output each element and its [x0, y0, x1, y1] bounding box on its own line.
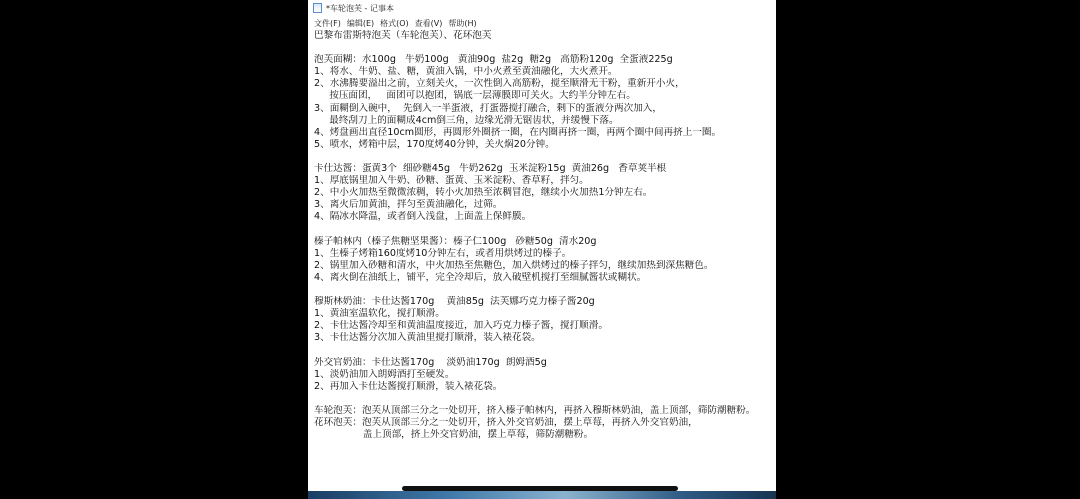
text-line: 1、生榛子烤箱160度烤10分钟左右，或者用烘烤过的榛子。	[314, 247, 572, 259]
text-line: 榛子帕林内（榛子焦糖坚果酱）：榛子仁100g 砂糖50g 清水20g	[314, 235, 597, 247]
menu-format[interactable]: 格式(O)	[380, 18, 409, 28]
text-line	[314, 284, 776, 296]
text-line: 5、喷水，烤箱中层，170度烤40分钟，关火焖20分钟。	[314, 138, 555, 150]
menu-bar	[308, 16, 776, 30]
text-editor-area[interactable]	[308, 30, 776, 491]
text-line: 2、水沸腾要溢出之前，立刻关火，一次性倒入高筋粉，搅至顺滑无干粉，重新开小火，	[314, 78, 685, 90]
text-line: 卡仕达酱：蛋黄3个 细砂糖45g 牛奶262g 玉米淀粉15g 黄油26g 香草荚半根	[314, 163, 667, 175]
text-line	[314, 42, 776, 54]
text-line: 3、离火后加黄油，拌匀至黄油融化，过筛。	[314, 199, 503, 211]
title-bar[interactable]	[308, 0, 776, 16]
text-line: 4、隔冰水降温，或者倒入浅盘，上面盖上保鲜膜。	[314, 211, 532, 223]
text-line: 最终刮刀上的面糊成4cm倒三角，边缘光滑无锯齿状，并缓慢下落。	[314, 114, 619, 126]
text-line: 外交官奶油：卡仕达酱170g 淡奶油170g 朗姆酒5g	[314, 356, 547, 368]
text-line: 盖上顶部，挤上外交官奶油，摆上草莓，筛防潮糖粉。	[314, 429, 594, 441]
menu-view[interactable]: 查看(V)	[414, 18, 443, 28]
text-line: 4、离火倒在油纸上，铺平，完全冷却后，放入破壁机搅打至细腻酱状或糊状。	[314, 271, 647, 283]
text-line: 巴黎布雷斯特泡芙（车轮泡芙）、花环泡芙	[314, 30, 492, 41]
text-line: 花环泡芙：泡芙从顶部三分之一处切开，挤入外交官奶油，摆上草莓，再挤入外交官奶油，	[314, 417, 698, 428]
text-line	[314, 393, 776, 405]
text-line: 3、卡仕达酱分次加入黄油里搅打顺滑，装入裱花袋。	[314, 332, 541, 344]
text-line: 1、淡奶油加入朗姆酒打至硬发。	[314, 368, 455, 380]
home-indicator-bar	[402, 486, 678, 491]
text-line	[314, 151, 776, 163]
menu-help[interactable]: 帮助(H)	[448, 18, 477, 28]
text-line: 1、黄油室温软化，搅打顺滑。	[314, 308, 445, 320]
notepad-window	[308, 0, 776, 499]
text-line: 2、锅里加入砂糖和清水，中火加热至焦糖色，加入烘烤过的榛子拌匀，继续加热到深焦糖色。	[314, 259, 714, 271]
text-line: 穆斯林奶油：卡仕达酱170g 黄油85g 法芙娜巧克力榛子酱20g	[314, 296, 595, 308]
window-title: *车轮泡芙 - 记事本	[326, 3, 394, 13]
menu-file[interactable]: 文件(F)	[314, 18, 341, 28]
text-line: 1、将水、牛奶、盐、糖，黄油入锅，中小火煮至黄油融化，大火煮开。	[314, 66, 618, 78]
text-line: 1、厚底锅里加入牛奶、砂糖、蛋黄、玉米淀粉、香草籽，拌匀。	[314, 175, 589, 187]
text-line: 按压面团， 面团可以抱团，锅底一层薄膜即可关火。大约半分钟左右。	[314, 90, 636, 102]
desktop-background-strip	[308, 491, 776, 499]
notepad-app-icon	[313, 3, 322, 13]
text-line: 泡芙面糊：水100g 牛奶100g 黄油90g 盐2g 糖2g 高筋粉120g 全蛋液225g	[314, 54, 673, 66]
text-line: 3、面糊倒入碗中， 先倒入一半蛋液，打蛋器搅打融合，剩下的蛋液分两次加入，	[314, 102, 662, 114]
text-line	[314, 224, 776, 236]
text-line: 4、烤盘画出直径10cm圆形，再圆形外圈挤一圈，在内圈再挤一圈，再两个圈中间再挤上一圈。	[314, 126, 722, 138]
text-line: 车轮泡芙：泡芙从顶部三分之一处切开，挤入榛子帕林内，再挤入穆斯林奶油，盖上顶部，筛防潮糖粉。	[314, 404, 756, 416]
text-line: 2、中小火加热至微微浓稠，转小火加热至浓稠冒泡，继续小火加热1分钟左右。	[314, 187, 653, 199]
text-line: 2、卡仕达酱冷却至和黄油温度接近，加入巧克力榛子酱，搅打顺滑。	[314, 320, 608, 332]
text-line: 2、再加入卡仕达酱搅打顺滑，装入裱花袋。	[314, 380, 503, 392]
menu-edit[interactable]: 编辑(E)	[346, 18, 375, 28]
text-line	[314, 344, 776, 356]
